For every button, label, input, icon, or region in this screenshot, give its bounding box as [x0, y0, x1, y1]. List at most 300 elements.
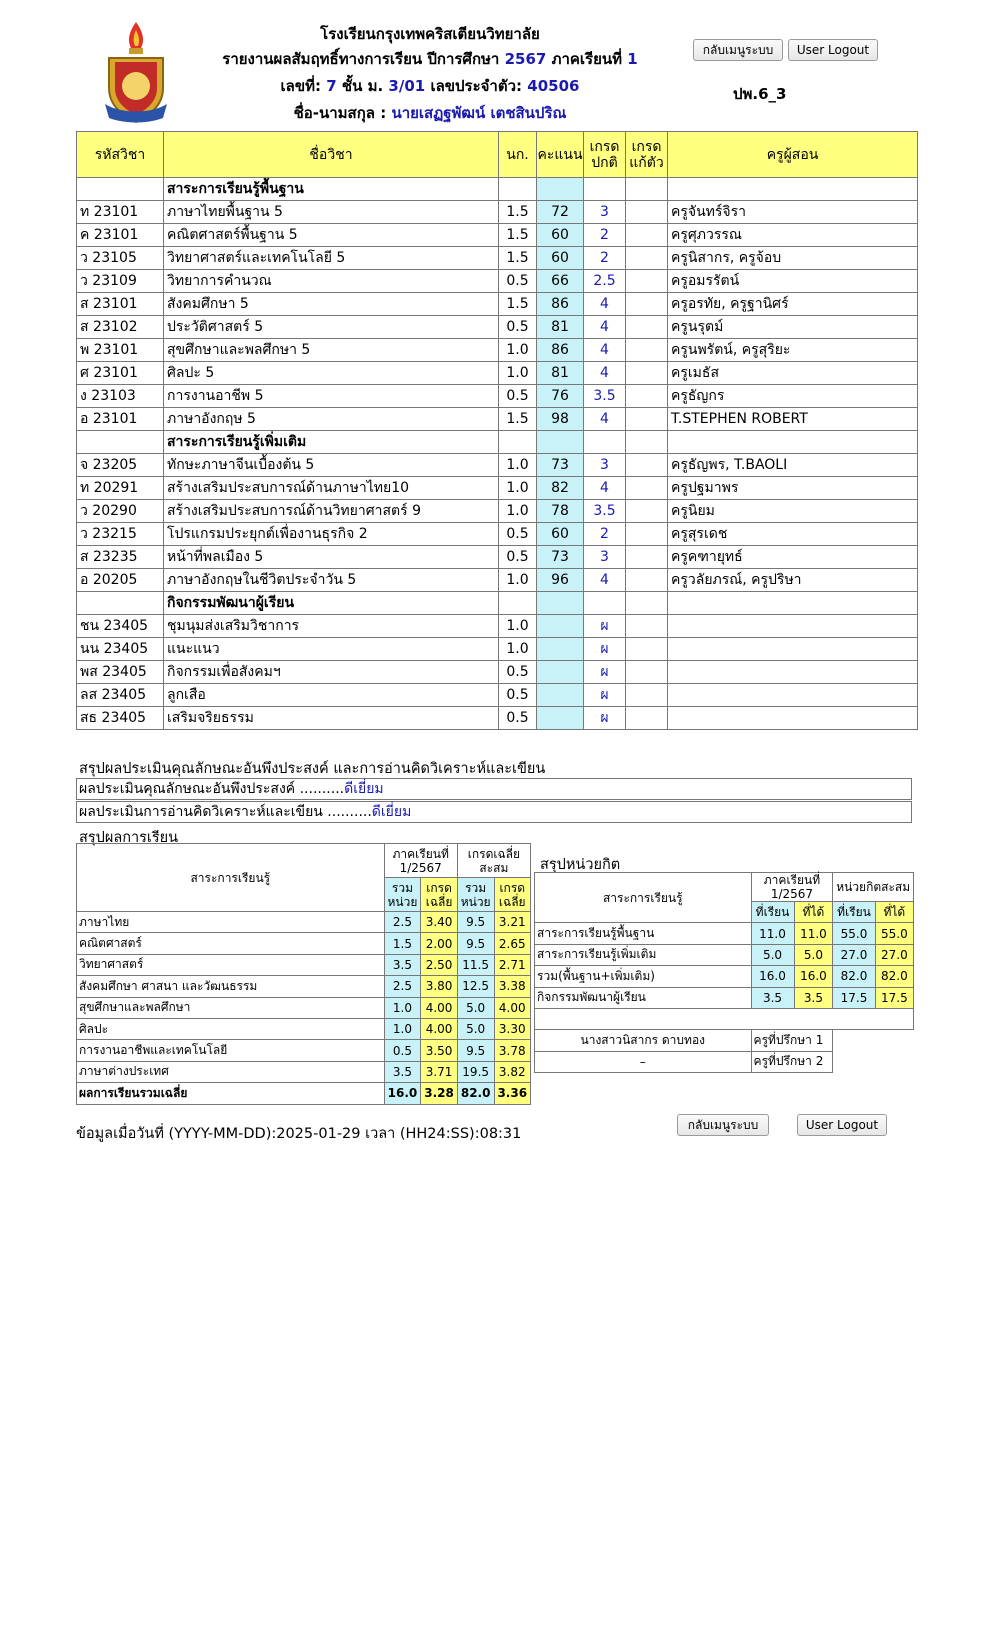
group-grade-cell [584, 178, 626, 201]
subject-credit: 1.0 [499, 500, 537, 523]
units-a: 3.5 [751, 987, 794, 1008]
units-d: 17.5 [875, 987, 913, 1008]
student-no: 7 [326, 77, 337, 95]
no-label: เลขที่: [280, 77, 322, 95]
results-g1: 4.00 [421, 997, 457, 1018]
subject-row [77, 707, 918, 730]
col-grade: เกรดปกติ [584, 132, 626, 178]
group-fix-cell [626, 178, 668, 201]
subject-score: 81 [537, 362, 584, 385]
group-title: สาระการเรียนรู้เพิ่มเติม [164, 431, 499, 454]
subject-grade: 3.5 [584, 500, 626, 523]
subject-grade: 4 [584, 316, 626, 339]
subject-name: ทักษะภาษาจีนเบื้องต้น 5 [164, 454, 499, 477]
subject-fix-grade [626, 546, 668, 569]
subject-row [77, 638, 918, 661]
subject-grade: 3 [584, 201, 626, 224]
subject-name: เสริมจริยธรรม [164, 707, 499, 730]
subject-name: ภาษาอังกฤษ 5 [164, 408, 499, 431]
units-row [535, 987, 914, 1008]
subject-credit: 0.5 [499, 684, 537, 707]
subject-grade: ผ [584, 615, 626, 638]
subject-row [77, 546, 918, 569]
units-d: 55.0 [875, 923, 913, 944]
results-u1: 1.0 [384, 997, 421, 1018]
subject-credit: 1.0 [499, 477, 537, 500]
subject-code: ชน 23405 [77, 615, 164, 638]
units-row [535, 966, 914, 987]
subject-score: 60 [537, 224, 584, 247]
units-b: 11.0 [794, 923, 833, 944]
subject-teacher: ครูนิสากร, ครูจ้อบ [668, 247, 918, 270]
subject-name: ประวัติศาสตร์ 5 [164, 316, 499, 339]
group-header-row [77, 431, 918, 454]
units-subject: รวม(พื้นฐาน+เพิ่มเติม) [535, 966, 752, 987]
subject-name: สังคมศึกษา 5 [164, 293, 499, 316]
subject-teacher: ครูศุภวรรณ [668, 224, 918, 247]
col-code: รหัสวิชา [77, 132, 164, 178]
units-b: 3.5 [794, 987, 833, 1008]
subject-grade: ผ [584, 684, 626, 707]
subject-row [77, 201, 918, 224]
results-subject: ศิลปะ [77, 1018, 385, 1039]
subject-name: สุขศึกษาและพลศึกษา 5 [164, 339, 499, 362]
subject-code: นน 23405 [77, 638, 164, 661]
subject-teacher: ครูสุรเดช [668, 523, 918, 546]
results-row [77, 933, 531, 954]
results-u2: 9.5 [457, 912, 494, 933]
data-timestamp: ข้อมูลเมื่อวันที่ (YYYY-MM-DD):2025-01-29 เวลา (HH24:SS):08:31 [76, 1126, 522, 1142]
subject-name: กิจกรรมเพื่อสังคมฯ [164, 661, 499, 684]
term-number: 1 [627, 50, 638, 68]
subject-credit: 0.5 [499, 707, 537, 730]
subject-credit: 0.5 [499, 661, 537, 684]
units-c: 17.5 [833, 987, 875, 1008]
units-spacer-row [535, 1008, 914, 1029]
subject-teacher [668, 661, 918, 684]
results-subject: คณิตศาสตร์ [77, 933, 385, 954]
subject-score: 60 [537, 247, 584, 270]
units-col-cum: หน่วยกิตสะสม [833, 873, 914, 902]
subject-score: 86 [537, 339, 584, 362]
results-col-term: ภาคเรียนที่ 1/2567 [384, 844, 457, 878]
back-menu-button-bottom[interactable]: กลับเมนูระบบ [677, 1114, 769, 1136]
subject-grade: 3.5 [584, 385, 626, 408]
subject-fix-grade [626, 270, 668, 293]
subject-credit: 1.5 [499, 408, 537, 431]
results-subject: ภาษาต่างประเทศ [77, 1061, 385, 1082]
grades-header-row [77, 132, 918, 178]
units-sub-got: ที่ได้ [794, 902, 833, 923]
advisor1-name: นางสาวนิสากร ดาบทอง [535, 1030, 752, 1051]
evaluation-title: สรุปผลประเมินคุณลักษณะอันพึงประสงค์ และการอ่านคิดวิเคราะห์และเขียน [79, 761, 546, 777]
subject-credit: 1.5 [499, 293, 537, 316]
subject-credit: 1.5 [499, 224, 537, 247]
results-g2: 3.38 [494, 976, 530, 997]
name-label: ชื่อ-นามสกุล : [293, 104, 387, 122]
results-u2: 9.5 [457, 933, 494, 954]
subject-teacher [668, 707, 918, 730]
subject-teacher: ครูวลัยภรณ์, ครูปริษา [668, 569, 918, 592]
subject-teacher: ครูธัญกร [668, 385, 918, 408]
results-subject: สังคมศึกษา ศาสนา และวัฒนธรรม [77, 976, 385, 997]
subject-fix-grade [626, 224, 668, 247]
results-g2: 3.36 [494, 1083, 530, 1104]
subject-code: ลส 23405 [77, 684, 164, 707]
back-menu-button[interactable]: กลับเมนูระบบ [693, 39, 783, 61]
subject-grade: 2 [584, 247, 626, 270]
subject-fix-grade [626, 500, 668, 523]
results-table [76, 843, 531, 1105]
student-id: 40506 [527, 77, 580, 95]
subject-fix-grade [626, 707, 668, 730]
results-u2: 9.5 [457, 1040, 494, 1061]
group-header-row [77, 592, 918, 615]
results-body [77, 912, 531, 1105]
group-header-row [77, 178, 918, 201]
subject-fix-grade [626, 339, 668, 362]
subject-grade: 2.5 [584, 270, 626, 293]
subject-row [77, 270, 918, 293]
subject-score [537, 684, 584, 707]
subject-row [77, 247, 918, 270]
subject-score: 76 [537, 385, 584, 408]
units-table [534, 872, 914, 1073]
subject-score: 96 [537, 569, 584, 592]
subject-fix-grade [626, 316, 668, 339]
group-fix-cell [626, 431, 668, 454]
subject-row [77, 684, 918, 707]
term-label: ภาคเรียนที่ [551, 50, 623, 68]
results-g1: 3.71 [421, 1061, 457, 1082]
subject-name: ชุมนุมส่งเสริมวิชาการ [164, 615, 499, 638]
results-g2: 3.82 [494, 1061, 530, 1082]
units-c: 27.0 [833, 944, 875, 965]
subject-name: วิทยาศาสตร์และเทคโนโลยี 5 [164, 247, 499, 270]
subject-code: ส 23101 [77, 293, 164, 316]
results-u2: 12.5 [457, 976, 494, 997]
subject-fix-grade [626, 201, 668, 224]
subject-code: ว 23215 [77, 523, 164, 546]
results-subject: ผลการเรียนรวมเฉลี่ย [77, 1083, 385, 1104]
report-header [0, 0, 991, 130]
results-g1: 3.80 [421, 976, 457, 997]
results-g2: 3.78 [494, 1040, 530, 1061]
results-title: สรุปผลการเรียน [79, 830, 179, 846]
subject-teacher: ครูธัญพร, T.BAOLI [668, 454, 918, 477]
subject-score: 86 [537, 293, 584, 316]
subject-code: ว 23109 [77, 270, 164, 293]
subject-name: หน้าที่พลเมือง 5 [164, 546, 499, 569]
col-teacher: ครูผู้สอน [668, 132, 918, 178]
subject-code: สธ 23405 [77, 707, 164, 730]
subject-teacher: ครูจันทร์จิรา [668, 201, 918, 224]
subject-fix-grade [626, 454, 668, 477]
subject-fix-grade [626, 293, 668, 316]
subject-grade: 2 [584, 224, 626, 247]
advisor1-label: ครูที่ปรึกษา 1 [751, 1030, 833, 1051]
subject-code: พส 23405 [77, 661, 164, 684]
subject-grade: 4 [584, 408, 626, 431]
units-sub-take: ที่เรียน [751, 902, 794, 923]
results-col-cum: เกรดเฉลี่ยสะสม [457, 844, 530, 878]
group-teacher-cell [668, 431, 918, 454]
results-row [77, 912, 531, 933]
subject-credit: 1.0 [499, 615, 537, 638]
units-col-subject: สาระการเรียนรู้ [535, 873, 752, 923]
units-c: 82.0 [833, 966, 875, 987]
subject-grade: ผ [584, 638, 626, 661]
subject-grade: 2 [584, 523, 626, 546]
subject-fix-grade [626, 523, 668, 546]
subject-teacher: T.STEPHEN ROBERT [668, 408, 918, 431]
results-sub-units: รวมหน่วย [384, 878, 421, 912]
advisor2-label: ครูที่ปรึกษา 2 [751, 1051, 833, 1072]
subject-row [77, 224, 918, 247]
results-subject: วิทยาศาสตร์ [77, 954, 385, 975]
subject-credit: 0.5 [499, 270, 537, 293]
results-g2: 3.21 [494, 912, 530, 933]
subject-name: ศิลปะ 5 [164, 362, 499, 385]
col-name: ชื่อวิชา [164, 132, 499, 178]
subject-credit: 0.5 [499, 316, 537, 339]
units-a: 16.0 [751, 966, 794, 987]
subject-name: คณิตศาสตร์พื้นฐาน 5 [164, 224, 499, 247]
subject-code: อ 20205 [77, 569, 164, 592]
subject-fix-grade [626, 385, 668, 408]
id-label: เลขประจำตัว: [430, 77, 523, 95]
character-eval [76, 778, 912, 800]
units-row [535, 923, 914, 944]
subject-code: ค 23101 [77, 224, 164, 247]
subject-teacher: ครูอรทัย, ครูฐานิศร์ [668, 293, 918, 316]
subject-grade: ผ [584, 661, 626, 684]
units-title: สรุปหน่วยกิต [540, 857, 621, 873]
subject-score [537, 661, 584, 684]
subject-score: 66 [537, 270, 584, 293]
subject-grade: 4 [584, 362, 626, 385]
subject-credit: 0.5 [499, 385, 537, 408]
subject-row [77, 523, 918, 546]
subject-credit: 1.0 [499, 362, 537, 385]
results-subject: การงานอาชีพและเทคโนโลยี [77, 1040, 385, 1061]
group-title: กิจกรรมพัฒนาผู้เรียน [164, 592, 499, 615]
class-value: 3/01 [388, 77, 426, 95]
subject-credit: 1.0 [499, 454, 537, 477]
results-g2: 4.00 [494, 997, 530, 1018]
results-g2: 2.71 [494, 954, 530, 975]
results-g2: 2.65 [494, 933, 530, 954]
units-subject: สาระการเรียนรู้เพิ่มเติม [535, 944, 752, 965]
student-info [0, 74, 860, 98]
group-score-cell [537, 592, 584, 615]
subject-teacher [668, 684, 918, 707]
units-subject: กิจกรรมพัฒนาผู้เรียน [535, 987, 752, 1008]
subject-teacher: ครูอมรรัตน์ [668, 270, 918, 293]
subject-row [77, 385, 918, 408]
subject-name: โปรแกรมประยุกต์เพื่องานธุรกิจ 2 [164, 523, 499, 546]
group-grade-cell [584, 431, 626, 454]
units-row [535, 944, 914, 965]
student-name: นายเสฏฐพัฒน์ เตชสินปริณ [391, 104, 567, 122]
results-sub-gpa-cum: เกรดเฉลี่ย [494, 878, 530, 912]
subject-score: 60 [537, 523, 584, 546]
subject-row [77, 500, 918, 523]
subject-score: 73 [537, 546, 584, 569]
subject-name: วิทยาการคำนวณ [164, 270, 499, 293]
subject-code: ท 23101 [77, 201, 164, 224]
logout-button[interactable]: User Logout [788, 39, 878, 61]
subject-row [77, 477, 918, 500]
subject-score: 78 [537, 500, 584, 523]
results-total-row [77, 1083, 531, 1104]
units-b: 5.0 [794, 944, 833, 965]
subject-grade: 3 [584, 454, 626, 477]
form-code: ปพ.6_3 [733, 85, 787, 103]
group-code-cell [77, 592, 164, 615]
subject-fix-grade [626, 362, 668, 385]
group-credit-cell [499, 431, 537, 454]
col-fix: เกรดแก้ตัว [626, 132, 668, 178]
subject-score: 98 [537, 408, 584, 431]
subject-name: ลูกเสือ [164, 684, 499, 707]
units-col-term: ภาคเรียนที่ 1/2567 [751, 873, 833, 902]
results-u2: 5.0 [457, 997, 494, 1018]
group-code-cell [77, 178, 164, 201]
subject-row [77, 408, 918, 431]
subject-score: 72 [537, 201, 584, 224]
results-row [77, 997, 531, 1018]
col-credit: นก. [499, 132, 537, 178]
reading-eval [76, 801, 912, 823]
subject-row [77, 615, 918, 638]
character-eval-value: ดีเยี่ยม [344, 781, 384, 797]
subject-row [77, 293, 918, 316]
group-title: สาระการเรียนรู้พื้นฐาน [164, 178, 499, 201]
subject-grade: ผ [584, 707, 626, 730]
subject-teacher: ครูนพรัตน์, ครูสุริยะ [668, 339, 918, 362]
results-u1: 3.5 [384, 1061, 421, 1082]
subject-name: ภาษาไทยพื้นฐาน 5 [164, 201, 499, 224]
subject-credit: 0.5 [499, 523, 537, 546]
subject-code: จ 23205 [77, 454, 164, 477]
results-u1: 1.0 [384, 1018, 421, 1039]
subject-grade: 4 [584, 569, 626, 592]
group-grade-cell [584, 592, 626, 615]
subject-fix-grade [626, 247, 668, 270]
subject-row [77, 316, 918, 339]
results-g1: 3.50 [421, 1040, 457, 1061]
advisor-row-1 [535, 1030, 914, 1051]
logout-button-bottom[interactable]: User Logout [797, 1114, 887, 1136]
subject-teacher: ครูเมธัส [668, 362, 918, 385]
advisor-row-2 [535, 1051, 914, 1072]
col-score: คะแนน [537, 132, 584, 178]
subject-code: ว 23105 [77, 247, 164, 270]
results-u2: 19.5 [457, 1061, 494, 1082]
results-u1: 16.0 [384, 1083, 421, 1104]
advisor2-name: – [535, 1051, 752, 1072]
school-name: โรงเรียนกรุงเทพคริสเตียนวิทยาลัย [320, 25, 540, 43]
group-code-cell [77, 431, 164, 454]
results-g2: 3.30 [494, 1018, 530, 1039]
subject-score: 81 [537, 316, 584, 339]
subject-credit: 1.0 [499, 339, 537, 362]
subject-teacher: ครูนิยม [668, 500, 918, 523]
subject-name: สร้างเสริมประสบการณ์ด้านภาษาไทย10 [164, 477, 499, 500]
results-row [77, 1040, 531, 1061]
results-u2: 11.5 [457, 954, 494, 975]
units-subject: สาระการเรียนรู้พื้นฐาน [535, 923, 752, 944]
subject-name: แนะแนว [164, 638, 499, 661]
subject-row [77, 454, 918, 477]
units-body [535, 923, 914, 1009]
results-subject: ภาษาไทย [77, 912, 385, 933]
group-teacher-cell [668, 592, 918, 615]
subject-credit: 1.0 [499, 569, 537, 592]
subject-teacher: ครูปฐมาพร [668, 477, 918, 500]
subject-teacher: ครูคฑายุทธ์ [668, 546, 918, 569]
subject-code: ส 23102 [77, 316, 164, 339]
results-col-subject: สาระการเรียนรู้ [77, 844, 385, 912]
units-a: 5.0 [751, 944, 794, 965]
results-row [77, 1018, 531, 1039]
subject-code: พ 23101 [77, 339, 164, 362]
subject-code: ศ 23101 [77, 362, 164, 385]
results-u1: 2.5 [384, 976, 421, 997]
subject-fix-grade [626, 408, 668, 431]
subject-code: ท 20291 [77, 477, 164, 500]
subject-name: การงานอาชีพ 5 [164, 385, 499, 408]
subject-credit: 0.5 [499, 546, 537, 569]
subject-name: สร้างเสริมประสบการณ์ด้านวิทยาศาสตร์ 9 [164, 500, 499, 523]
subject-score: 73 [537, 454, 584, 477]
results-row [77, 976, 531, 997]
results-subject: สุขศึกษาและพลศึกษา [77, 997, 385, 1018]
results-row [77, 1061, 531, 1082]
results-sub-units-cum: รวมหน่วย [457, 878, 494, 912]
units-b: 16.0 [794, 966, 833, 987]
units-sub-take-cum: ที่เรียน [833, 902, 875, 923]
units-d: 82.0 [875, 966, 913, 987]
subject-code: ง 23103 [77, 385, 164, 408]
student-name-line [0, 101, 860, 125]
subject-fix-grade [626, 569, 668, 592]
subject-row [77, 339, 918, 362]
units-c: 55.0 [833, 923, 875, 944]
results-g1: 3.40 [421, 912, 457, 933]
subject-row [77, 362, 918, 385]
subject-code: อ 23101 [77, 408, 164, 431]
subject-fix-grade [626, 638, 668, 661]
results-u1: 3.5 [384, 954, 421, 975]
subject-teacher [668, 638, 918, 661]
results-u1: 0.5 [384, 1040, 421, 1061]
group-score-cell [537, 431, 584, 454]
subject-score: 82 [537, 477, 584, 500]
units-sub-got-cum: ที่ได้ [875, 902, 913, 923]
results-u2: 82.0 [457, 1083, 494, 1104]
subject-teacher: ครูนรุตม์ [668, 316, 918, 339]
subject-grade: 3 [584, 546, 626, 569]
subject-fix-grade [626, 615, 668, 638]
reading-eval-value: ดีเยี่ยม [371, 804, 412, 820]
grades-table [76, 131, 918, 730]
report-prefix: รายงานผลสัมฤทธิ์ทางการเรียน ปีการศึกษา [222, 50, 500, 68]
subject-fix-grade [626, 661, 668, 684]
group-teacher-cell [668, 178, 918, 201]
report-year: 2567 [504, 50, 547, 68]
